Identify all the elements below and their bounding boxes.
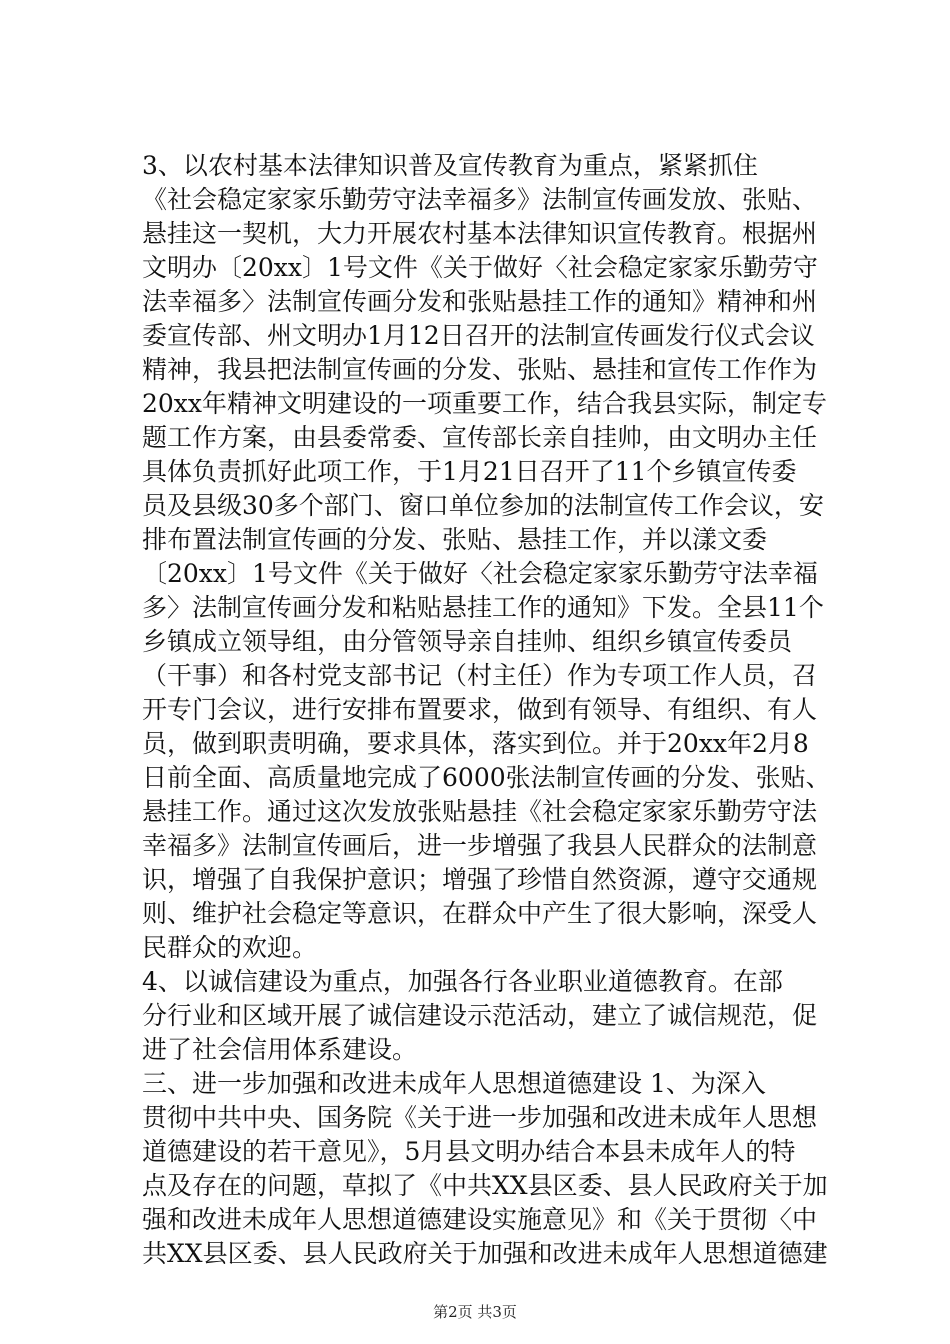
- text-line: 强和改进未成年人思想道德建设实施意见》和《关于贯彻〈中: [142, 1205, 818, 1234]
- text-line: 具体负责抓好此项工作，于1月21日召开了11个乡镇宣传委: [142, 457, 797, 486]
- text-line: 员及县级30多个部门、窗口单位参加的法制宣传工作会议，安: [142, 491, 824, 520]
- text-line: （干事）和各村党支部书记（村主任）作为专项工作人员，召: [142, 661, 818, 690]
- text-line: 4、以诚信建设为重点，加强各行各业职业道德教育。在部: [142, 967, 783, 996]
- text-line: 道德建设的若干意见》，5月县文明办结合本县未成年人的特: [142, 1137, 796, 1166]
- text-line: 进了社会信用体系建设。: [142, 1035, 418, 1064]
- text-line: 贯彻中共中央、国务院《关于进一步加强和改进未成年人思想: [142, 1103, 818, 1132]
- text-line: 法幸福多〉法制宣传画分发和张贴悬挂工作的通知》精神和州: [142, 287, 818, 316]
- text-line: 共XX县区委、县人民政府关于加强和改进未成年人思想道德建: [142, 1239, 828, 1268]
- text-line: 委宣传部、州文明办1月12日召开的法制宣传画发行仪式会议: [142, 321, 815, 350]
- text-line: 点及存在的问题，草拟了《中共XX县区委、县人民政府关于加: [142, 1171, 828, 1200]
- page-number-footer: 第2页 共3页: [433, 1303, 517, 1321]
- text-line: 3、以农村基本法律知识普及宣传教育为重点，紧紧抓住: [142, 151, 758, 180]
- text-line: 识，增强了自我保护意识；增强了珍惜自然资源，遵守交通规: [142, 865, 818, 894]
- text-line: 民群众的欢迎。: [142, 933, 318, 962]
- text-line: 三、进一步加强和改进未成年人思想道德建设 1、为深入: [142, 1069, 766, 1098]
- text-line: 题工作方案，由县委常委、宣传部长亲自挂帅，由文明办主任: [142, 423, 818, 452]
- text-line: 乡镇成立领导组，由分管领导亲自挂帅、组织乡镇宣传委员: [142, 627, 793, 656]
- text-line: 分行业和区域开展了诚信建设示范活动，建立了诚信规范，促: [142, 1001, 818, 1030]
- text-line: 则、维护社会稳定等意识，在群众中产生了很大影响，深受人: [142, 899, 818, 928]
- text-line: 员，做到职责明确，要求具体，落实到位。并于20xx年2月8: [142, 729, 809, 758]
- text-line: 幸福多》法制宣传画后，进一步增强了我县人民群众的法制意: [142, 831, 818, 860]
- text-line: 〔20xx〕1号文件《关于做好〈社会稳定家家乐勤劳守法幸福: [142, 559, 818, 588]
- text-line: 《社会稳定家家乐勤劳守法幸福多》法制宣传画发放、张贴、: [142, 185, 818, 214]
- text-line: 多〉法制宣传画分发和粘贴悬挂工作的通知》下发。全县11个: [142, 593, 824, 622]
- text-line: 开专门会议，进行安排布置要求，做到有领导、有组织、有人: [142, 695, 818, 724]
- text-line: 日前全面、高质量地完成了6000张法制宣传画的分发、张贴、: [142, 763, 831, 792]
- text-line: 精神，我县把法制宣传画的分发、张贴、悬挂和宣传工作作为: [142, 355, 818, 384]
- text-line: 20xx年精神文明建设的一项重要工作，结合我县实际，制定专: [142, 389, 828, 418]
- text-line: 排布置法制宣传画的分发、张贴、悬挂工作，并以漾文委: [142, 525, 768, 554]
- text-line: 悬挂工作。通过这次发放张贴悬挂《社会稳定家家乐勤劳守法: [142, 797, 818, 826]
- text-line: 文明办〔20xx〕1号文件《关于做好〈社会稳定家家乐勤劳守: [142, 253, 818, 282]
- text-line: 悬挂这一契机，大力开展农村基本法律知识宣传教育。根据州: [142, 219, 818, 248]
